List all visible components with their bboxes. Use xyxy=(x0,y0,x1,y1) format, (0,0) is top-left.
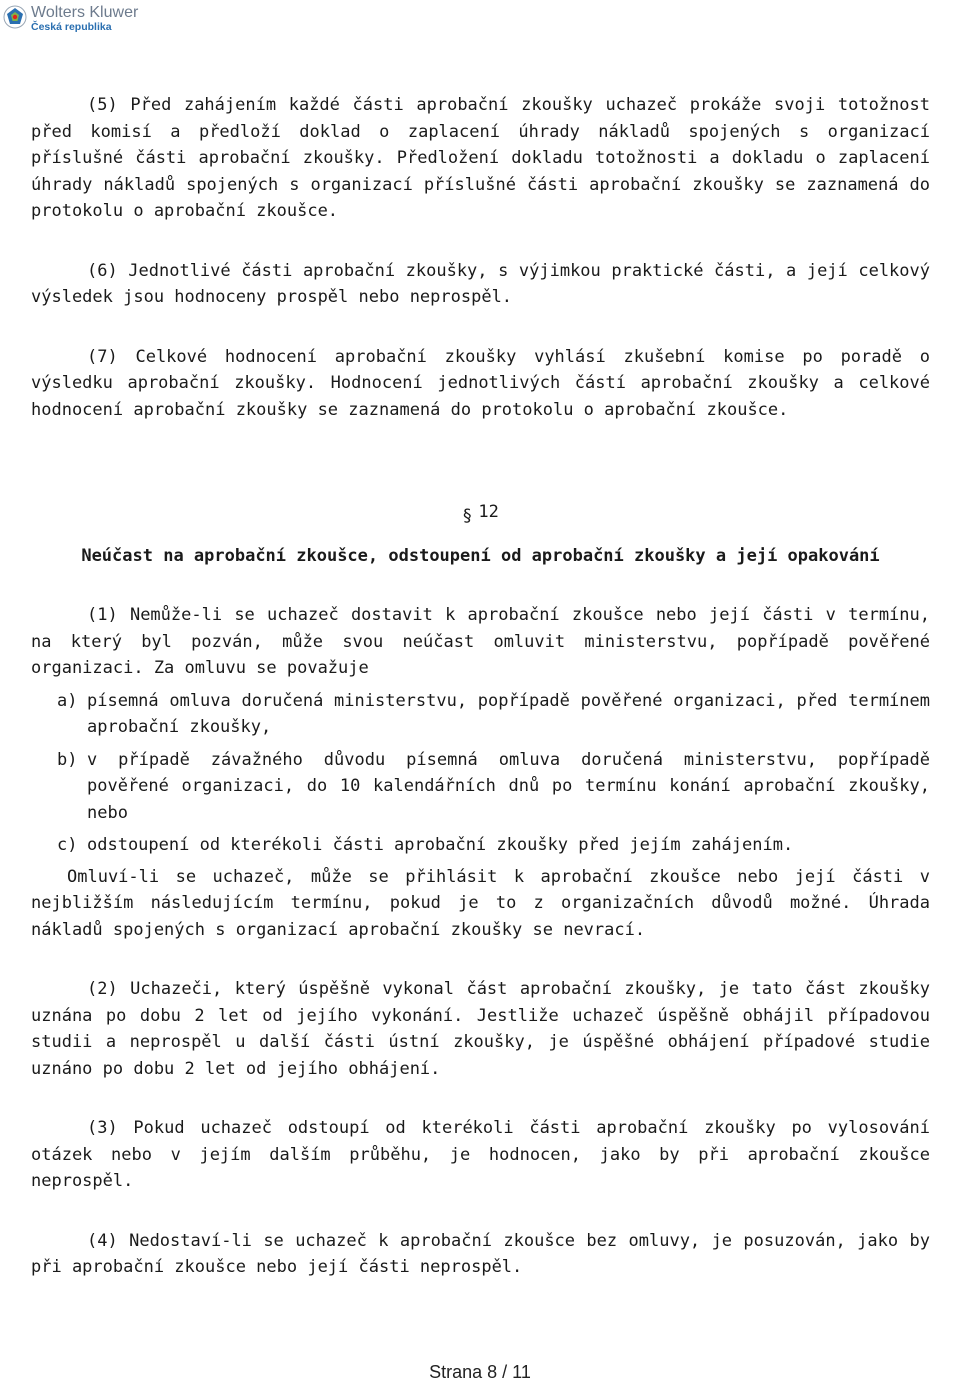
paragraph-7: (7) Celkové hodnocení aprobační zkoušky vyhlásí zkušební komise po poradě o výsledku aprobační zkoušky. Hodnocení jednotlivých částí aprobační zkoušky a celkové hodnocení aprobační zkoušky se zaznamená do protokolu o aprobační zkoušce. xyxy=(31,346,930,420)
wolters-kluwer-logo-icon xyxy=(3,5,27,29)
section-title: Neúčast na aprobační zkoušce, odstoupení od aprobační zkoušky a její opakování xyxy=(81,546,880,566)
list-item-letter: c) xyxy=(57,835,78,855)
publisher-logo xyxy=(3,3,138,37)
list-item-text: odstoupení od kterékoli části aprobační zkoušky před jejím zahájením. xyxy=(87,835,794,855)
paragraph-2: (2) Uchazeči, který úspěšně vykonal část aprobační zkoušky, je tato část zkoušky uznána po dobu 2 let od jejího vykonání. Jestliže uchazeč úspěšně obhájil případovou studii a neprospěl u další části ústní zkoušky, je úspěšné obhájení případové studie uznáno po dobu 2 let od jejího obhájení. xyxy=(31,979,930,1079)
list-item xyxy=(31,832,930,859)
paragraph-1-tail: Omluví-li se uchazeč, může se přihlásit k aprobační zkoušce nebo její části v nejbližším následujícím termínu, pokud je to z organizačních důvodů možné. Úhrada nákladů spojených s organizací aprobační zkoušky se nevrací. xyxy=(31,866,930,940)
list-item-letter: a) xyxy=(57,690,78,711)
logo-subtitle: Česká republika xyxy=(31,21,112,33)
list-item-text: písemná omluva doručená ministerstvu, popřípadě pověřené organizaci, před termínem aprobační zkoušky, xyxy=(87,690,930,737)
list-item xyxy=(31,688,930,741)
page-footer: Strana 8 / 11 xyxy=(429,1362,531,1382)
list-item-letter: b) xyxy=(57,749,78,770)
list-item xyxy=(31,747,930,827)
document-body xyxy=(31,92,930,1281)
paragraph-4: (4) Nedostaví-li se uchazeč k aprobační zkoušce bez omluvy, je posuzován, jako by při aprobační zkoušce nebo její části neprospěl. xyxy=(31,1230,930,1277)
logo-name: Wolters Kluwer xyxy=(31,4,139,21)
section-number xyxy=(31,499,930,525)
section-sign: § xyxy=(462,506,473,526)
paragraph-5: (5) Před zahájením každé části aprobační zkoušky uchazeč prokáže svoji totožnost před komisí a předloží doklad o zaplacení úhrady nákladů spojených s organizací příslušné části aprobační zkoušky. Předložení dokladu totožnosti a dokladu o zaplacení úhrady nákladů spojených s organizací příslušné části aprobační zkoušky se zaznamená do protokolu o aprobační zkoušce. xyxy=(31,95,930,221)
paragraph-1: (1) Nemůže-li se uchazeč dostavit k aprobační zkoušce nebo její části v termínu, na který byl pozván, může svou neúčast omluvit ministerstvu, popřípadě pověřené organizaci. Za omluvu se považuje xyxy=(31,605,930,678)
paragraph-6: (6) Jednotlivé části aprobační zkoušky, s výjimkou praktické části, a její celkový výsledek jsou hodnoceny prospěl nebo neprospěl. xyxy=(31,260,930,307)
list-item-text: v případě závažného důvodu písemná omluva doručená ministerstvu, popřípadě pověřené organizaci, do 10 kalendářních dnů po termínu konání aprobační zkoušky, nebo xyxy=(87,749,930,823)
paragraph-3: (3) Pokud uchazeč odstoupí od kterékoli části aprobační zkoušky po vylosování otázek nebo v jejím dalším průběhu, je hodnocen, jako by při aprobační zkoušce neprospěl. xyxy=(31,1118,930,1191)
section-number-value: 12 xyxy=(478,502,499,522)
